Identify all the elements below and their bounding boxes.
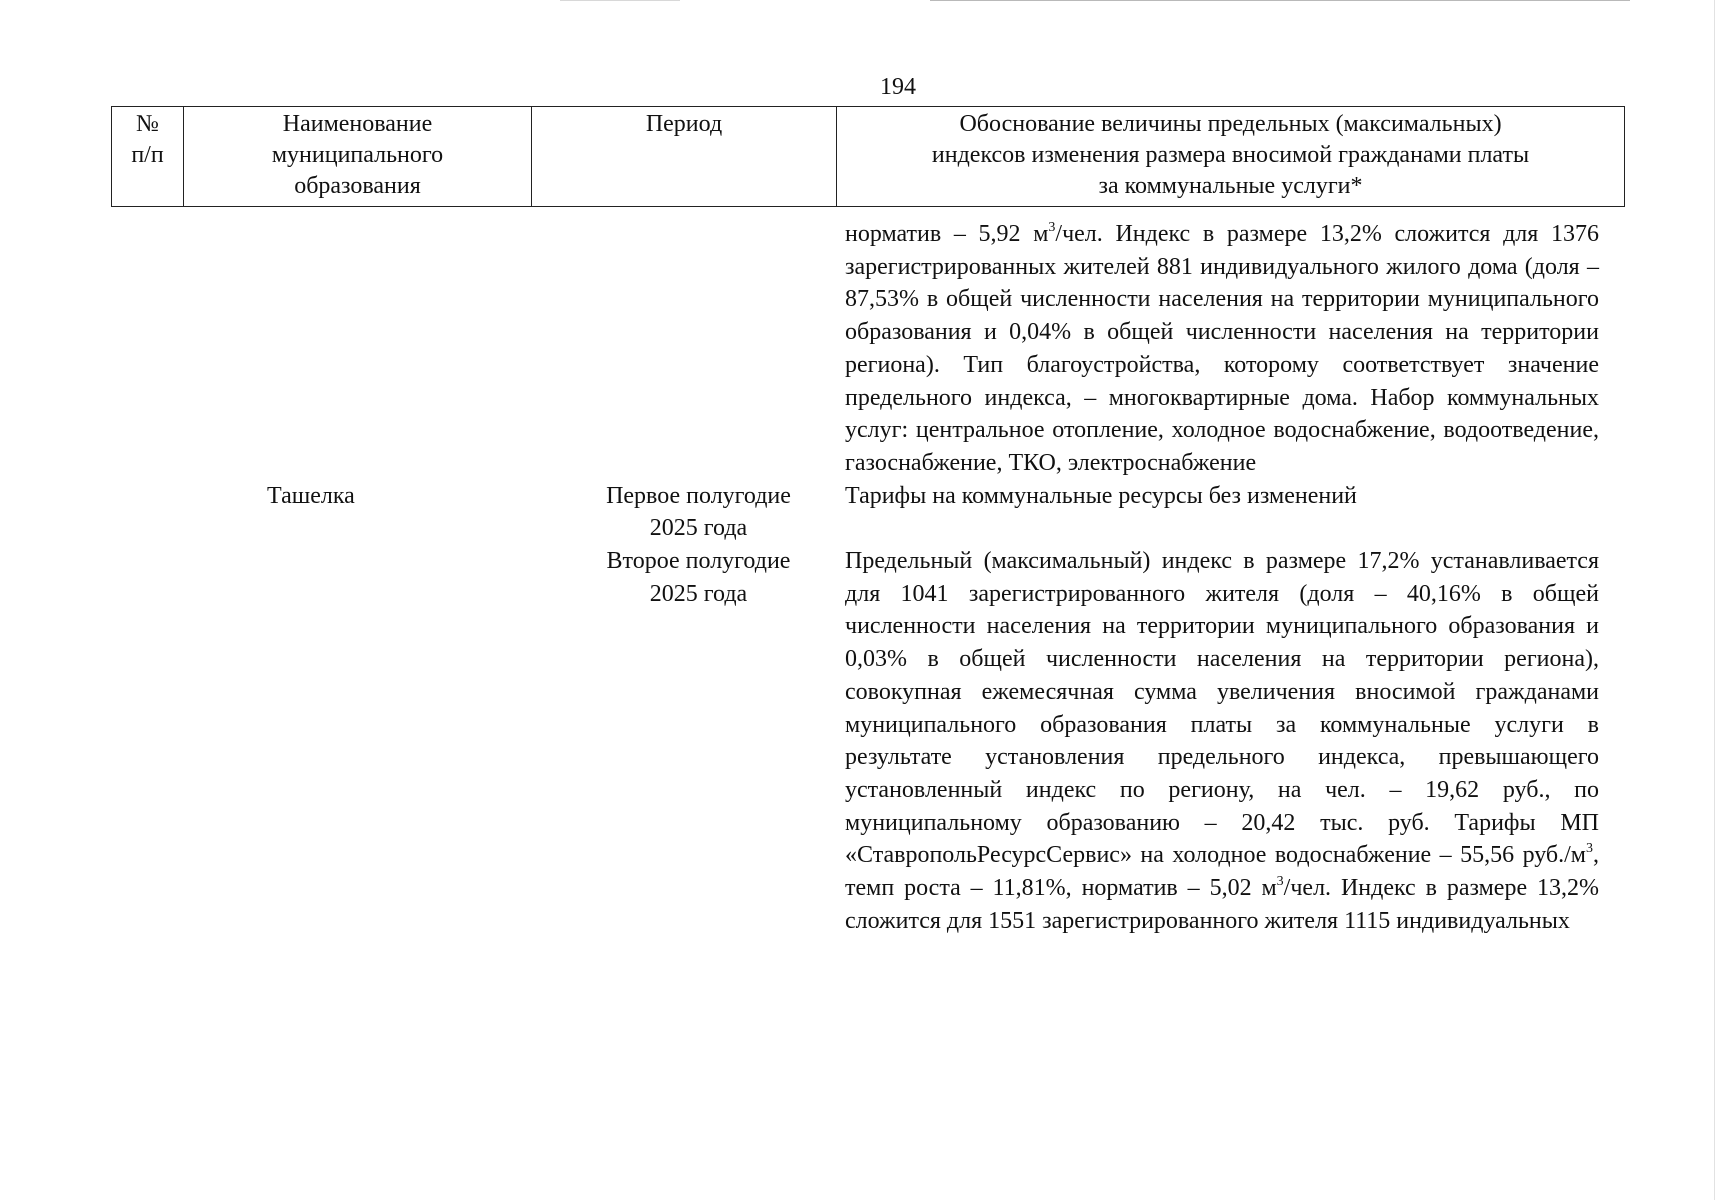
table-body bbox=[111, 218, 1624, 937]
scan-top-rule bbox=[930, 0, 1630, 1]
table-header bbox=[111, 106, 1625, 207]
period-first-half-basis: Тарифы на коммунальные ресурсы без изменений bbox=[845, 482, 1357, 509]
basis-sup2: 3 bbox=[1276, 874, 1284, 890]
header-basis-text: Обоснование величины предельных (максимальных) индексов изменения размера вносимой гражданами платы за коммунальные услуги* bbox=[931, 111, 1530, 199]
basis-part1: Предельный (максимальный) индекс в размере 17,2% устанавливается для 1041 зарегистрированного жителя (доля – 40,16% в общей численности населения на территории муниципального образования и 0,03% в общей численности населения на территории региона), совокупная ежемесячная сумма увеличения вносимой гражданами муниципального образования платы за коммунальные услуги в результате установления предельного индекса, превышающего установленный индекс по региону, на чел. – 19,62 руб., по муниципальному образованию – 20,42 тыс. руб. Тарифы МП «СтавропольРесурсСервис» на холодное водоснабжение – 55,56 руб./м bbox=[845, 548, 1599, 869]
period-second-half-text: Второе полугодие 2025 года bbox=[606, 548, 791, 607]
period-second-half-basis bbox=[836, 545, 1599, 937]
header-period-text: Период bbox=[645, 111, 723, 137]
continuation-row bbox=[111, 218, 1624, 480]
header-number-text: № п/п bbox=[131, 111, 164, 168]
header-basis bbox=[837, 107, 1625, 207]
page-number: 194 bbox=[880, 74, 916, 100]
period-first-half-text: Первое полугодие 2025 года bbox=[606, 482, 791, 542]
continuation-sup: 3 bbox=[1048, 220, 1056, 235]
period-second-half bbox=[531, 545, 836, 937]
basis-sup1: 3 bbox=[1586, 841, 1593, 857]
period-first-half bbox=[531, 480, 836, 545]
header-number bbox=[112, 107, 184, 207]
scan-top-rule-short bbox=[560, 0, 680, 1]
header-municipality-text: Наименование муниципального образования bbox=[271, 111, 444, 199]
continuation-part1: норматив – 5,92 м bbox=[845, 221, 1049, 247]
header-row bbox=[112, 107, 1625, 207]
header-period bbox=[532, 107, 837, 207]
basis-part3: /чел. Индекс в размере 13,2% сложится для 1551 зарегистрированного жителя 1115 индивидуальных bbox=[845, 875, 1600, 934]
header-municipality bbox=[184, 107, 532, 207]
municipality-name: Ташелка bbox=[267, 482, 355, 509]
basis-part2: , темп роста – 11,81%, норматив – 5,02 м bbox=[845, 842, 1599, 902]
continuation-text bbox=[836, 218, 1599, 480]
table-row-tashelka-h2 bbox=[111, 545, 1624, 937]
continuation-part2: /чел. Индекс в размере 13,2% сложится для 1376 зарегистрированных жителей 881 индивидуального жилого дома (доля – 87,53% в общей численности населения на территории муниципального образования и 0,04% в общей численности населения на территории региона). Тип благоустройства, которому соответствует значение предельного индекса, – многоквартирные дома. Набор коммунальных услуг: центральное отопление, холодное водоснабжение, водоотведение, газоснабжение, ТКО, электроснабжение bbox=[845, 221, 1599, 476]
table-row-tashelka-h1 bbox=[111, 480, 1624, 545]
